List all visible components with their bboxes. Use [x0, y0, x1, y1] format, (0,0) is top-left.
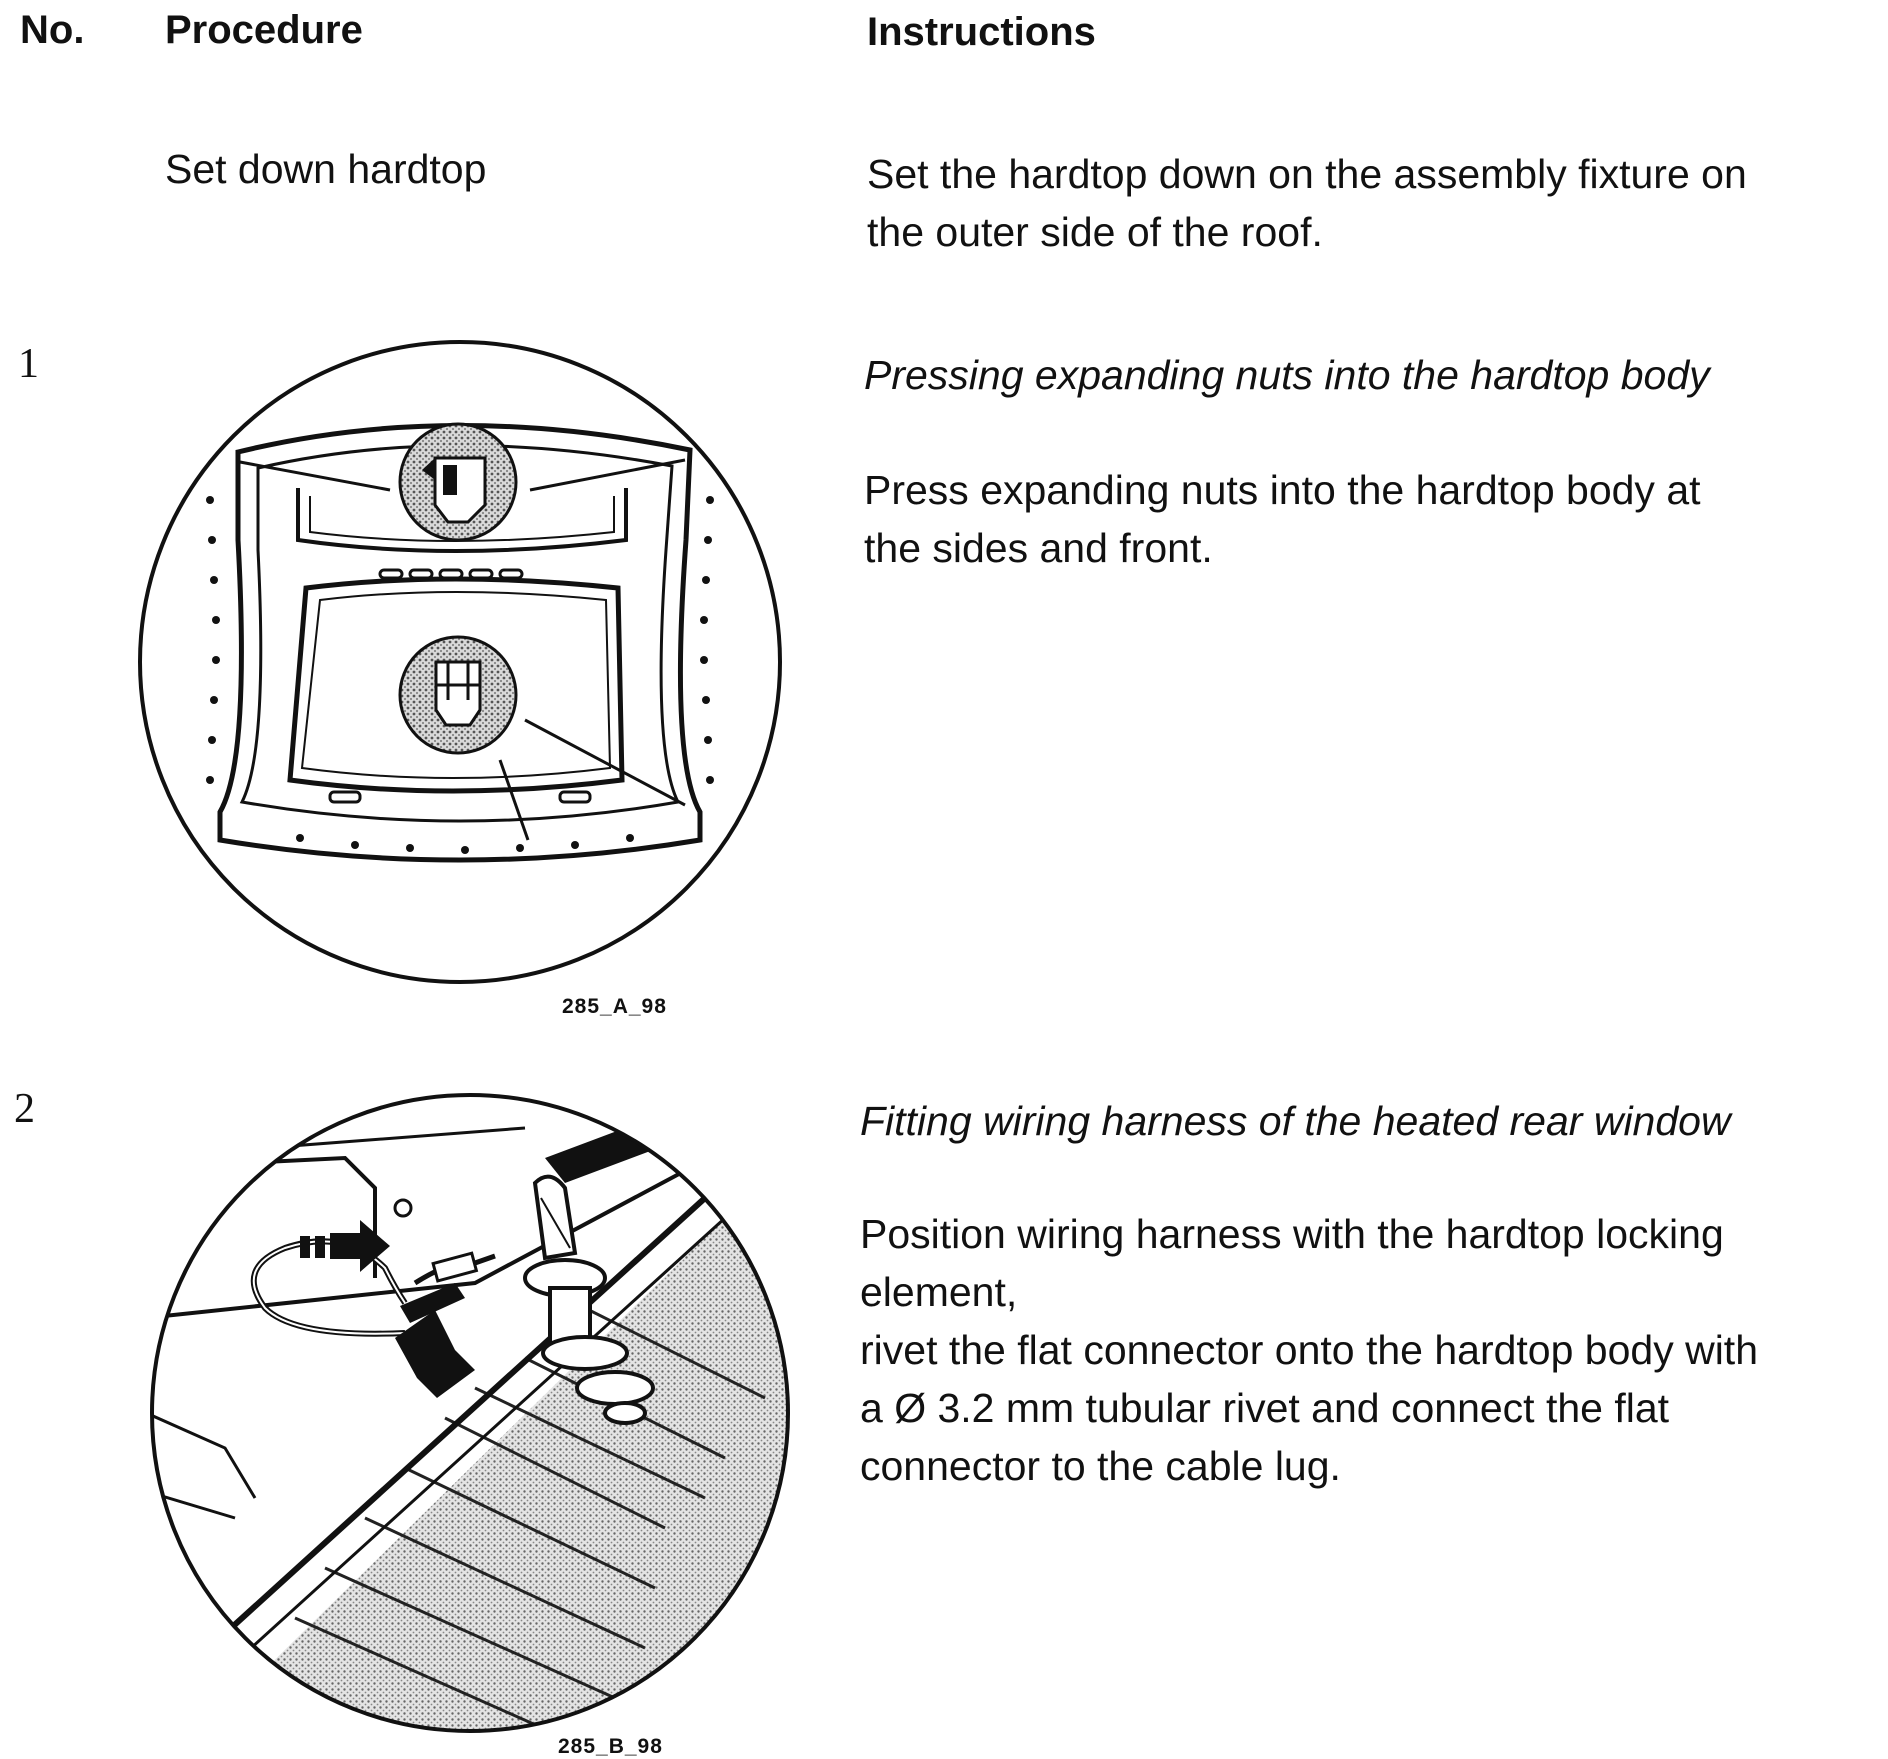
instruction-line: rivet the flat connector onto the hardtop body with — [860, 1327, 1758, 1373]
instruction-line: Position wiring harness with the hardtop locking element, — [860, 1211, 1724, 1315]
step-2-heading: Fitting wiring harness of the heated rear window — [860, 1098, 1731, 1144]
hardtop-expanding-nuts-illustration — [130, 340, 800, 990]
step-number-1: 1 — [18, 341, 39, 387]
instruction-line: Press expanding nuts into the hardtop body at — [864, 467, 1701, 513]
procedure-set-down-hardtop: Set down hardtop — [165, 146, 487, 192]
instruction-line: the sides and front. — [864, 525, 1213, 571]
wiring-harness-illustration — [145, 1088, 795, 1738]
instruction-row-1 — [864, 461, 1701, 577]
figure-caption-1: 285_A_98 — [562, 995, 667, 1018]
instruction-row-2 — [860, 1205, 1888, 1495]
header-no: No. — [20, 8, 85, 52]
instruction-line: the outer side of the roof. — [867, 209, 1323, 255]
header-instructions: Instructions — [867, 10, 1096, 54]
header-procedure: Procedure — [165, 8, 363, 52]
instruction-line: a Ø 3.2 mm tubular rivet and connect the flat — [860, 1385, 1670, 1431]
figure-caption-2: 285_B_98 — [558, 1735, 663, 1758]
instruction-line: connector to the cable lug. — [860, 1443, 1341, 1489]
step-1-heading: Pressing expanding nuts into the hardtop body — [864, 352, 1710, 398]
step-number-2: 2 — [14, 1086, 35, 1132]
instruction-line: Set the hardtop down on the assembly fixture on — [867, 151, 1747, 197]
instruction-row-0 — [867, 145, 1747, 261]
